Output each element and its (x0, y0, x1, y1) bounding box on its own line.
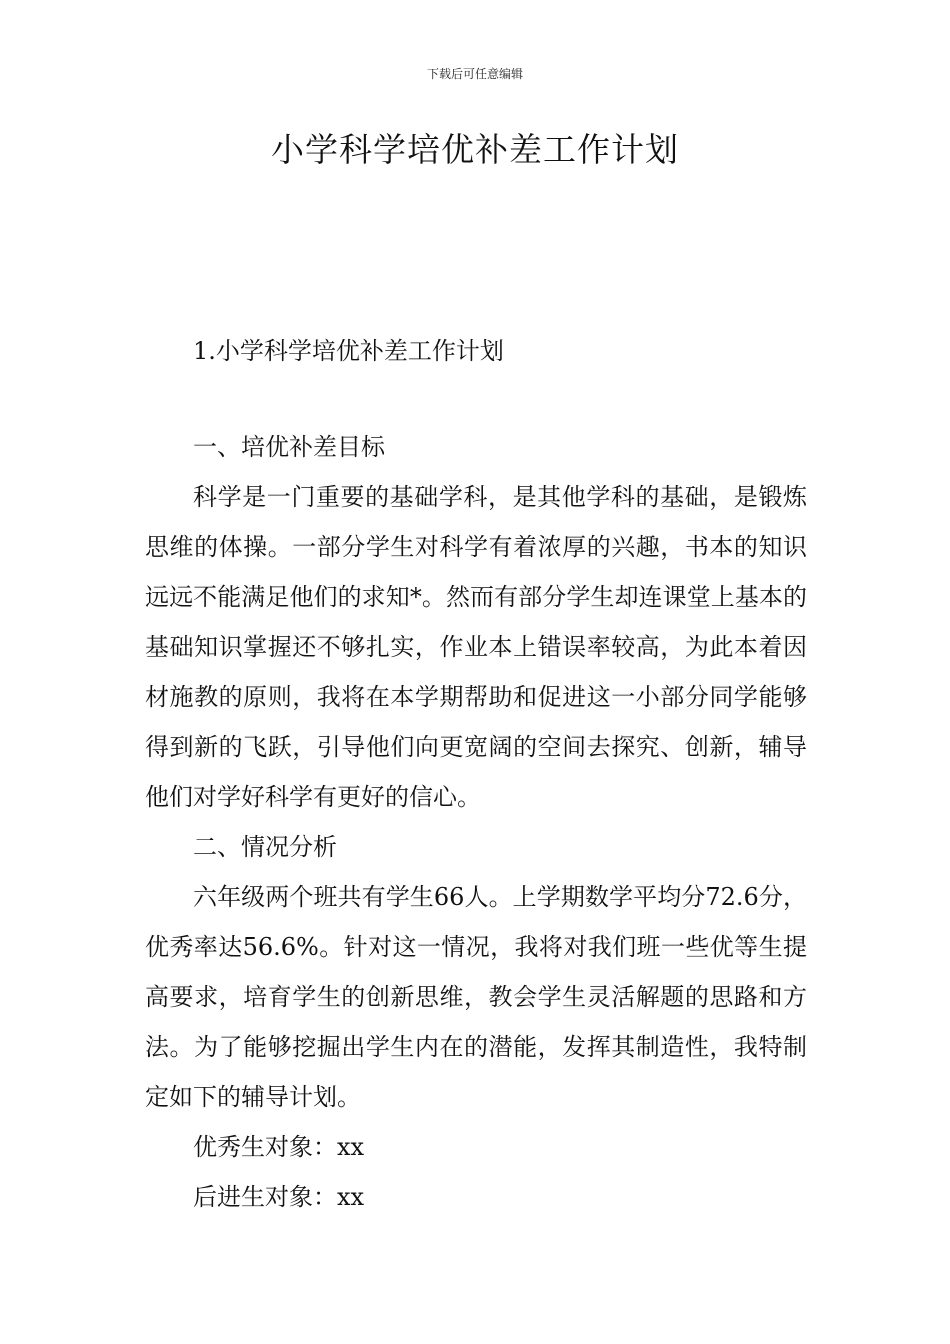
document-title: 小学科学培优补差工作计划 (271, 130, 679, 169)
section-heading-goals: 一、培优补差目标 (193, 433, 385, 461)
section-heading-analysis: 二、情况分析 (193, 833, 337, 861)
paragraph-analysis: 六年级两个班共有学生66人。上学期数学平均分72.6分，优秀率达56.6%。针对这一情况，我将对我们班一些优等生提高要求，培育学生的创新思维，教会学生灵活解题的思路和方法。为了能够挖掘出学生内在的潜能，发挥其制造性，我特制定如下的辅导计划。 (145, 883, 807, 1111)
struggling-students-line: 后进生对象：xx (193, 1183, 365, 1211)
header-note: 下载后可任意编辑 (426, 67, 523, 81)
document-subtitle: 1.小学科学培优补差工作计划 (193, 337, 504, 365)
document-body (145, 422, 807, 1222)
excellent-students-line: 优秀生对象：xx (193, 1133, 365, 1161)
paragraph-goals: 科学是一门重要的基础学科，是其他学科的基础，是锻炼思维的体操。一部分学生对科学有着浓厚的兴趣，书本的知识远远不能满足他们的求知*。然而有部分学生却连课堂上基本的基础知识掌握还不够扎实，作业本上错误率较高，为此本着因材施教的原则，我将在本学期帮助和促进这一小部分同学能够得到新的飞跃，引导他们向更宽阔的空间去探究、创新，辅导他们对学好科学有更好的信心。 (145, 483, 807, 811)
